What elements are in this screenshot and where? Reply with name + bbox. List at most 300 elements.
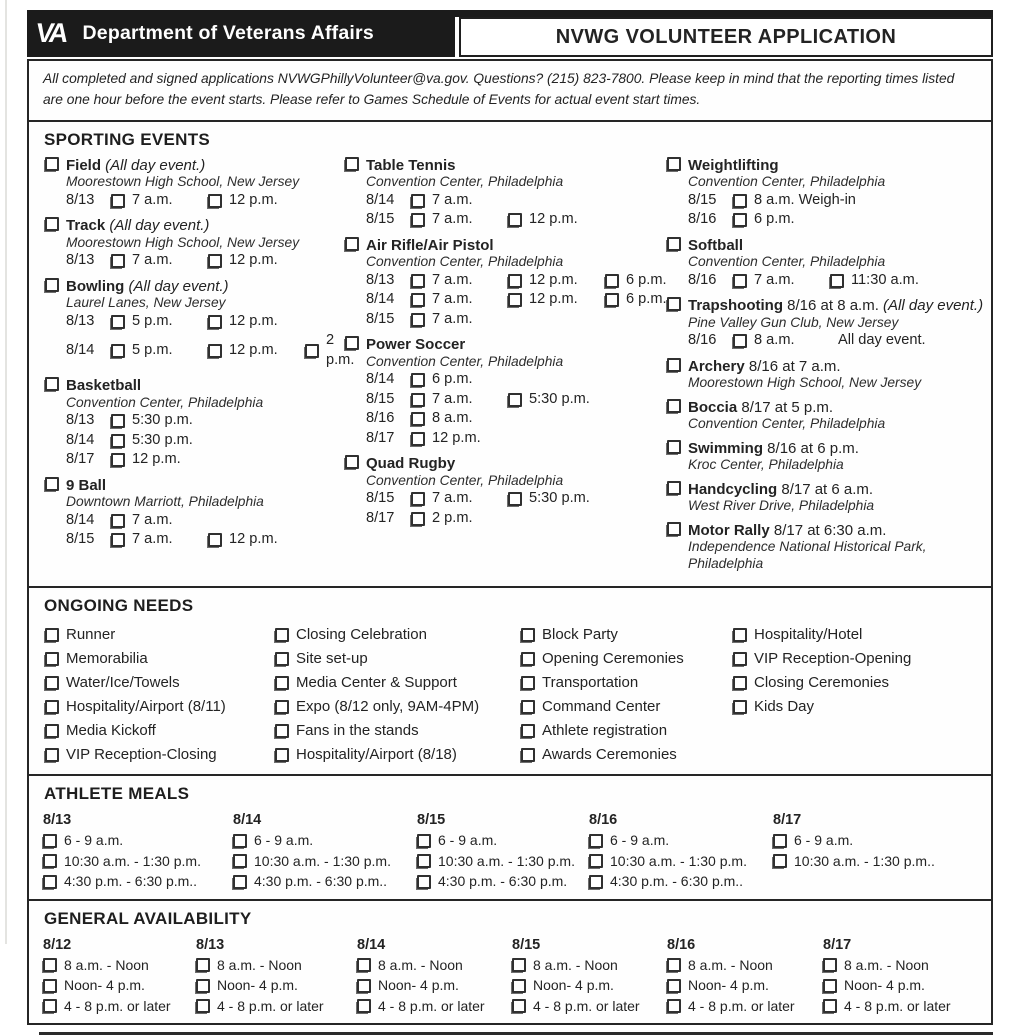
availability-slot	[823, 975, 991, 996]
need-item-transportation	[521, 671, 733, 695]
need-item-vip-reception-opening	[733, 647, 991, 671]
event-venue: West River Drive, Philadelphia	[688, 498, 875, 514]
meal-column-8-13	[43, 811, 233, 892]
event-checkbox-air-rifle-air-pistol[interactable]	[345, 237, 359, 251]
availability-slot	[196, 955, 357, 976]
event-name: Boccia	[688, 398, 738, 416]
meal-column-8-17	[773, 811, 991, 892]
event-name: Softball	[688, 236, 743, 254]
event-checkbox-power-soccer[interactable]	[345, 336, 359, 350]
time-label: 12 p.m.	[229, 531, 278, 548]
need-checkbox-block-party[interactable]	[521, 628, 535, 642]
time-label: 7 a.m.	[432, 291, 473, 308]
time-label: 2 p.m.	[432, 509, 473, 526]
event-title-row	[45, 377, 345, 395]
need-label: VIP Reception-Closing	[66, 746, 217, 764]
availability-date: 8/15	[512, 936, 541, 953]
need-item-media-center-support	[275, 671, 521, 695]
time-option	[411, 271, 508, 291]
time-checkbox[interactable]	[830, 274, 844, 288]
form-header	[27, 10, 993, 57]
event-venue: Convention Center, Philadelphia	[366, 472, 564, 488]
availability-slot-label: Noon- 4 p.m.	[64, 977, 145, 994]
event-checkbox-bowling[interactable]	[45, 278, 59, 292]
time-label: 5 p.m.	[132, 312, 173, 329]
need-label: VIP Reception-Opening	[754, 650, 912, 668]
event-date: 8/15	[366, 390, 395, 407]
event-title-row	[45, 278, 345, 296]
time-checkbox[interactable]	[411, 373, 425, 387]
availability-checkbox[interactable]	[43, 999, 57, 1013]
event-date: 8/15	[366, 490, 395, 507]
availability-slot-label: Noon- 4 p.m.	[217, 977, 298, 994]
meal-date: 8/14	[233, 812, 262, 829]
event-checkbox-weightlifting[interactable]	[667, 157, 681, 171]
time-checkbox[interactable]	[111, 254, 125, 268]
event-venue: Convention Center, Philadelphia	[366, 353, 564, 369]
availability-checkbox[interactable]	[667, 979, 681, 993]
meal-checkbox[interactable]	[589, 854, 603, 868]
availability-column-8-17	[823, 936, 991, 1017]
event-date: 8/16	[688, 211, 717, 228]
availability-slot-label: 8 a.m. - Noon	[378, 956, 463, 973]
time-option	[111, 530, 208, 550]
need-label: Memorabilia	[66, 650, 148, 668]
need-item-hospitality-hotel	[733, 623, 991, 647]
form-title: NVWG VOLUNTEER APPLICATION	[459, 17, 993, 57]
time-option	[411, 429, 481, 449]
meal-slot-label: 6 - 9 a.m.	[438, 832, 498, 849]
time-label: 2 p.m.	[326, 332, 355, 368]
meal-slot-label: 4:30 p.m. - 6:30 p.m.	[438, 873, 568, 890]
event-title-row	[345, 237, 667, 255]
event-checkbox-track[interactable]	[45, 217, 59, 231]
need-checkbox-site-set-up[interactable]	[275, 652, 289, 666]
time-checkbox[interactable]	[208, 533, 222, 547]
availability-date: 8/13	[196, 936, 225, 953]
time-checkbox[interactable]	[508, 274, 522, 288]
availability-checkbox[interactable]	[196, 999, 210, 1013]
event-name: 9 Ball	[66, 476, 107, 494]
time-label: 6 p.m.	[626, 291, 667, 308]
event-note: (All day event.)	[101, 156, 206, 174]
time-option	[508, 390, 590, 410]
event-note: (All day event.)	[878, 297, 984, 315]
time-checkbox[interactable]	[111, 533, 125, 547]
need-checkbox-command-center[interactable]	[521, 700, 535, 714]
need-checkbox-expo-8-12-only-9am-4pm[interactable]	[275, 700, 289, 714]
event-checkbox-table-tennis[interactable]	[345, 157, 359, 171]
meal-slot-label: 10:30 a.m. - 1:30 p.m.	[610, 852, 747, 869]
event-time-row	[66, 331, 355, 370]
availability-slot	[357, 996, 512, 1017]
time-checkbox[interactable]	[305, 344, 319, 358]
time-checkbox[interactable]	[605, 293, 619, 307]
meal-slot	[773, 830, 991, 851]
form-body	[27, 59, 993, 1025]
need-checkbox-awards-ceremonies[interactable]	[521, 748, 535, 762]
meal-checkbox[interactable]	[233, 854, 247, 868]
need-item-hospitality-airport-8-18	[275, 743, 521, 767]
time-label: 12 p.m.	[229, 342, 278, 358]
event-time-row	[366, 191, 667, 211]
event-name: Weightlifting	[688, 156, 779, 174]
athlete-meals-columns	[29, 811, 991, 892]
event-schedule-inline: 8/17 at 6 a.m.	[777, 480, 874, 498]
section-title-sporting-events: SPORTING EVENTS	[44, 129, 211, 149]
need-checkbox-fans-in-the-stands[interactable]	[275, 724, 289, 738]
time-option	[830, 271, 919, 291]
time-checkbox[interactable]	[111, 344, 125, 358]
title-area	[455, 10, 993, 57]
availability-slot-label: 4 - 8 p.m. or later	[64, 997, 171, 1014]
event-name: Swimming	[688, 439, 764, 457]
event-checkbox-motor-rally[interactable]	[667, 522, 681, 536]
need-checkbox-hospitality-airport-8-11[interactable]	[45, 700, 59, 714]
time-checkbox[interactable]	[733, 194, 747, 208]
availability-date: 8/16	[667, 936, 696, 953]
meal-checkbox[interactable]	[773, 854, 787, 868]
time-checkbox[interactable]	[111, 194, 125, 208]
availability-checkbox[interactable]	[823, 979, 837, 993]
meal-slot	[43, 851, 233, 872]
event-name: Basketball	[66, 377, 142, 395]
time-label: 7 a.m.	[432, 490, 473, 507]
availability-slot	[512, 955, 667, 976]
event-time-row	[66, 431, 345, 451]
meal-checkbox[interactable]	[43, 875, 57, 889]
event-name: Power Soccer	[366, 336, 466, 354]
event-title-row	[667, 157, 991, 175]
time-checkbox[interactable]	[111, 453, 125, 467]
availability-slot	[43, 975, 196, 996]
availability-checkbox[interactable]	[357, 979, 371, 993]
event-checkbox-archery[interactable]	[667, 358, 681, 372]
event-name: Quad Rugby	[366, 455, 456, 473]
event-time-row	[66, 411, 345, 431]
time-checkbox[interactable]	[411, 492, 425, 506]
department-name: Department of Veterans Affairs	[82, 22, 374, 44]
time-label: 6 p.m.	[432, 371, 473, 388]
need-label: Hospitality/Airport (8/18)	[296, 746, 457, 764]
availability-checkbox[interactable]	[823, 999, 837, 1013]
event-time-row	[66, 450, 345, 470]
need-checkbox-memorabilia[interactable]	[45, 652, 59, 666]
event-checkbox-field[interactable]	[45, 157, 59, 171]
time-label: 7 a.m.	[432, 211, 473, 228]
availability-checkbox[interactable]	[43, 979, 57, 993]
availability-checkbox[interactable]	[667, 958, 681, 972]
need-checkbox-transportation[interactable]	[521, 676, 535, 690]
need-label: Media Center & Support	[296, 674, 457, 692]
general-availability-section	[29, 899, 991, 1024]
scan-edge-artifact	[5, 0, 7, 944]
time-option	[208, 530, 278, 550]
need-label: Hospitality/Airport (8/11)	[66, 698, 226, 716]
meal-checkbox[interactable]	[233, 834, 247, 848]
event-venue: Moorestown High School, New Jersey	[66, 174, 300, 190]
event-title-row	[345, 157, 667, 175]
time-checkbox[interactable]	[411, 412, 425, 426]
event-schedule-inline: 8/16 at 6 p.m.	[763, 439, 859, 457]
time-checkbox[interactable]	[508, 293, 522, 307]
need-checkbox-water-ice-towels[interactable]	[45, 676, 59, 690]
meal-date: 8/15	[417, 812, 446, 829]
sporting-events-column-3	[667, 157, 991, 580]
event-date: 8/14	[366, 191, 395, 208]
time-label: 8 a.m.	[754, 332, 795, 349]
time-checkbox[interactable]	[411, 432, 425, 446]
need-item-media-kickoff	[45, 719, 275, 743]
time-option	[733, 331, 830, 351]
meal-checkbox[interactable]	[417, 834, 431, 848]
time-checkbox[interactable]	[411, 293, 425, 307]
need-checkbox-hospitality-hotel[interactable]	[733, 628, 747, 642]
availability-slot	[43, 996, 196, 1017]
event-date: 8/17	[366, 429, 395, 446]
availability-slot	[196, 996, 357, 1017]
time-option	[305, 331, 355, 370]
need-checkbox-vip-reception-closing[interactable]	[45, 748, 59, 762]
time-checkbox[interactable]	[508, 492, 522, 506]
section-title-general-availability: GENERAL AVAILABILITY	[44, 908, 252, 928]
availability-slot-label: 4 - 8 p.m. or later	[378, 997, 485, 1014]
time-label: 12 p.m.	[229, 252, 278, 269]
event-power-soccer	[345, 336, 667, 448]
event-boccia	[667, 399, 991, 433]
need-label: Site set-up	[296, 650, 368, 668]
meal-slot	[43, 871, 233, 892]
time-option	[111, 312, 208, 332]
event-checkbox-handcycling[interactable]	[667, 481, 681, 495]
meal-column-8-16	[589, 811, 773, 892]
time-option	[111, 450, 181, 470]
ongoing-needs-column-1	[45, 623, 275, 767]
event-bowling	[45, 277, 355, 371]
time-option	[111, 251, 208, 271]
meal-slot-label: 4:30 p.m. - 6:30 p.m..	[610, 873, 744, 890]
availability-column-8-16	[667, 936, 823, 1017]
time-checkbox[interactable]	[111, 315, 125, 329]
event-9-ball	[45, 477, 345, 550]
event-checkbox-boccia[interactable]	[667, 399, 681, 413]
time-label: 7 a.m.	[132, 511, 173, 528]
availability-checkbox[interactable]	[823, 958, 837, 972]
need-item-block-party	[521, 623, 733, 647]
availability-checkbox[interactable]	[512, 979, 526, 993]
event-time-row	[366, 429, 667, 449]
event-title-row	[345, 336, 667, 354]
availability-slot	[512, 975, 667, 996]
event-time-row	[66, 251, 345, 271]
availability-slot-label: 8 a.m. - Noon	[64, 956, 149, 973]
need-label: Media Kickoff	[66, 722, 156, 740]
time-label: 6 p.m.	[754, 211, 795, 228]
need-label: Hospitality/Hotel	[754, 626, 863, 644]
va-logo-icon: VA	[33, 18, 68, 48]
meal-slot	[589, 871, 773, 892]
sporting-events-columns	[29, 157, 991, 580]
availability-slot	[43, 955, 196, 976]
event-checkbox-swimming[interactable]	[667, 440, 681, 454]
time-checkbox[interactable]	[411, 213, 425, 227]
need-label: Transportation	[542, 674, 639, 692]
time-option	[411, 191, 473, 211]
event-name: Archery	[688, 357, 745, 375]
availability-slot	[512, 996, 667, 1017]
time-option	[411, 210, 508, 230]
availability-checkbox[interactable]	[357, 999, 371, 1013]
event-checkbox-basketball[interactable]	[45, 377, 59, 391]
time-option	[111, 341, 208, 361]
time-checkbox[interactable]	[508, 213, 522, 227]
meal-checkbox[interactable]	[417, 854, 431, 868]
meal-checkbox[interactable]	[43, 834, 57, 848]
time-checkbox[interactable]	[733, 334, 747, 348]
need-checkbox-media-center-support[interactable]	[275, 676, 289, 690]
event-checkbox-quad-rugby[interactable]	[345, 455, 359, 469]
time-option	[605, 290, 667, 310]
event-venue: Convention Center, Philadelphia	[366, 254, 564, 270]
need-item-closing-ceremonies	[733, 671, 991, 695]
need-checkbox-closing-celebration[interactable]	[275, 628, 289, 642]
meal-slot	[417, 851, 589, 872]
time-checkbox[interactable]	[605, 274, 619, 288]
meal-checkbox[interactable]	[589, 875, 603, 889]
need-checkbox-closing-ceremonies[interactable]	[733, 676, 747, 690]
sporting-events-column-1	[45, 156, 355, 580]
availability-column-8-14	[357, 936, 512, 1017]
instructions-text: All completed and signed applications NVWGPhillyVolunteer@va.gov. Questions? (215) 823-7800. Please keep in mind that the reporting times listed are one hour before the event starts. Please refer to Games Schedule of Events for actual event start times.	[29, 61, 991, 122]
application-form	[27, 10, 993, 1035]
time-checkbox[interactable]	[208, 194, 222, 208]
event-name: Track	[66, 217, 106, 235]
meal-checkbox[interactable]	[43, 854, 57, 868]
time-label: 12 p.m.	[529, 211, 578, 228]
event-basketball	[45, 377, 345, 470]
need-checkbox-opening-ceremonies[interactable]	[521, 652, 535, 666]
availability-checkbox[interactable]	[196, 979, 210, 993]
event-date: 8/14	[66, 342, 95, 358]
header-top-strip	[455, 10, 993, 17]
availability-date: 8/17	[823, 936, 852, 953]
time-checkbox[interactable]	[411, 313, 425, 327]
meal-checkbox[interactable]	[773, 834, 787, 848]
need-item-kids-day	[733, 695, 991, 719]
time-checkbox[interactable]	[208, 344, 222, 358]
need-label: Closing Celebration	[296, 626, 427, 644]
time-checkbox[interactable]	[208, 254, 222, 268]
time-label: 7 a.m.	[754, 271, 795, 288]
need-item-awards-ceremonies	[521, 743, 733, 767]
event-date: 8/17	[66, 451, 95, 468]
time-checkbox[interactable]	[111, 434, 125, 448]
meal-slot-label: 4:30 p.m. - 6:30 p.m..	[254, 873, 388, 890]
event-date: 8/13	[366, 271, 395, 288]
event-venue: Pine Valley Gun Club, New Jersey	[688, 314, 899, 330]
meal-checkbox[interactable]	[589, 834, 603, 848]
event-time-row	[688, 191, 991, 211]
event-track	[45, 217, 345, 271]
availability-slot	[357, 975, 512, 996]
time-checkbox[interactable]	[111, 414, 125, 428]
event-date: 8/13	[66, 312, 95, 329]
event-checkbox-trapshooting[interactable]	[667, 297, 681, 311]
time-checkbox[interactable]	[111, 514, 125, 528]
time-option	[605, 271, 667, 291]
time-label: 5:30 p.m.	[132, 412, 193, 429]
availability-slot-label: 8 a.m. - Noon	[217, 956, 302, 973]
time-label: 7 a.m.	[432, 271, 473, 288]
event-date: 8/14	[366, 291, 395, 308]
meal-date: 8/17	[773, 812, 802, 829]
need-checkbox-hospitality-airport-8-18[interactable]	[275, 748, 289, 762]
event-time-row	[366, 290, 667, 310]
event-title-row	[45, 217, 345, 235]
time-checkbox[interactable]	[208, 315, 222, 329]
event-checkbox-9-ball[interactable]	[45, 477, 59, 491]
time-checkbox[interactable]	[411, 393, 425, 407]
event-date: 8/17	[366, 509, 395, 526]
time-checkbox[interactable]	[411, 194, 425, 208]
need-checkbox-athlete-registration[interactable]	[521, 724, 535, 738]
event-name: Trapshooting	[688, 297, 783, 315]
event-title-row	[45, 477, 345, 495]
meal-slot-label: 10:30 a.m. - 1:30 p.m.	[64, 852, 201, 869]
need-item-runner	[45, 623, 275, 647]
availability-checkbox[interactable]	[667, 999, 681, 1013]
time-checkbox[interactable]	[508, 393, 522, 407]
need-checkbox-vip-reception-opening[interactable]	[733, 652, 747, 666]
event-name: Table Tennis	[366, 156, 456, 174]
event-name: Bowling	[66, 277, 125, 295]
need-checkbox-kids-day[interactable]	[733, 700, 747, 714]
need-label: Awards Ceremonies	[542, 746, 677, 764]
availability-slot-label: 4 - 8 p.m. or later	[217, 997, 324, 1014]
need-checkbox-runner[interactable]	[45, 628, 59, 642]
meal-slot-label: 6 - 9 a.m.	[794, 832, 854, 849]
time-option	[208, 191, 278, 211]
availability-checkbox[interactable]	[512, 999, 526, 1013]
availability-slot-label: Noon- 4 p.m.	[844, 977, 925, 994]
time-checkbox[interactable]	[733, 274, 747, 288]
time-checkbox[interactable]	[733, 213, 747, 227]
need-item-water-ice-towels	[45, 671, 275, 695]
meal-checkbox[interactable]	[233, 875, 247, 889]
need-item-vip-reception-closing	[45, 743, 275, 767]
availability-checkbox[interactable]	[512, 958, 526, 972]
time-checkbox[interactable]	[411, 274, 425, 288]
event-checkbox-softball[interactable]	[667, 237, 681, 251]
need-item-site-set-up	[275, 647, 521, 671]
event-schedule-inline: 8/17 at 5 p.m.	[737, 398, 834, 416]
availability-checkbox[interactable]	[196, 958, 210, 972]
event-time-row	[366, 310, 667, 330]
need-checkbox-media-kickoff[interactable]	[45, 724, 59, 738]
time-option	[733, 191, 856, 211]
event-quad-rugby	[345, 455, 667, 528]
availability-checkbox[interactable]	[357, 958, 371, 972]
need-item-hospitality-airport-8-11	[45, 695, 275, 719]
event-venue: Downtown Marriott, Philadelphia	[66, 494, 264, 510]
availability-checkbox[interactable]	[43, 958, 57, 972]
event-venue: Convention Center, Philadelphia	[66, 394, 264, 410]
section-title-athlete-meals: ATHLETE MEALS	[44, 784, 190, 804]
time-checkbox[interactable]	[411, 512, 425, 526]
sporting-events-column-2	[345, 157, 667, 580]
meal-checkbox[interactable]	[417, 875, 431, 889]
event-venue: Laurel Lanes, New Jersey	[66, 295, 226, 311]
